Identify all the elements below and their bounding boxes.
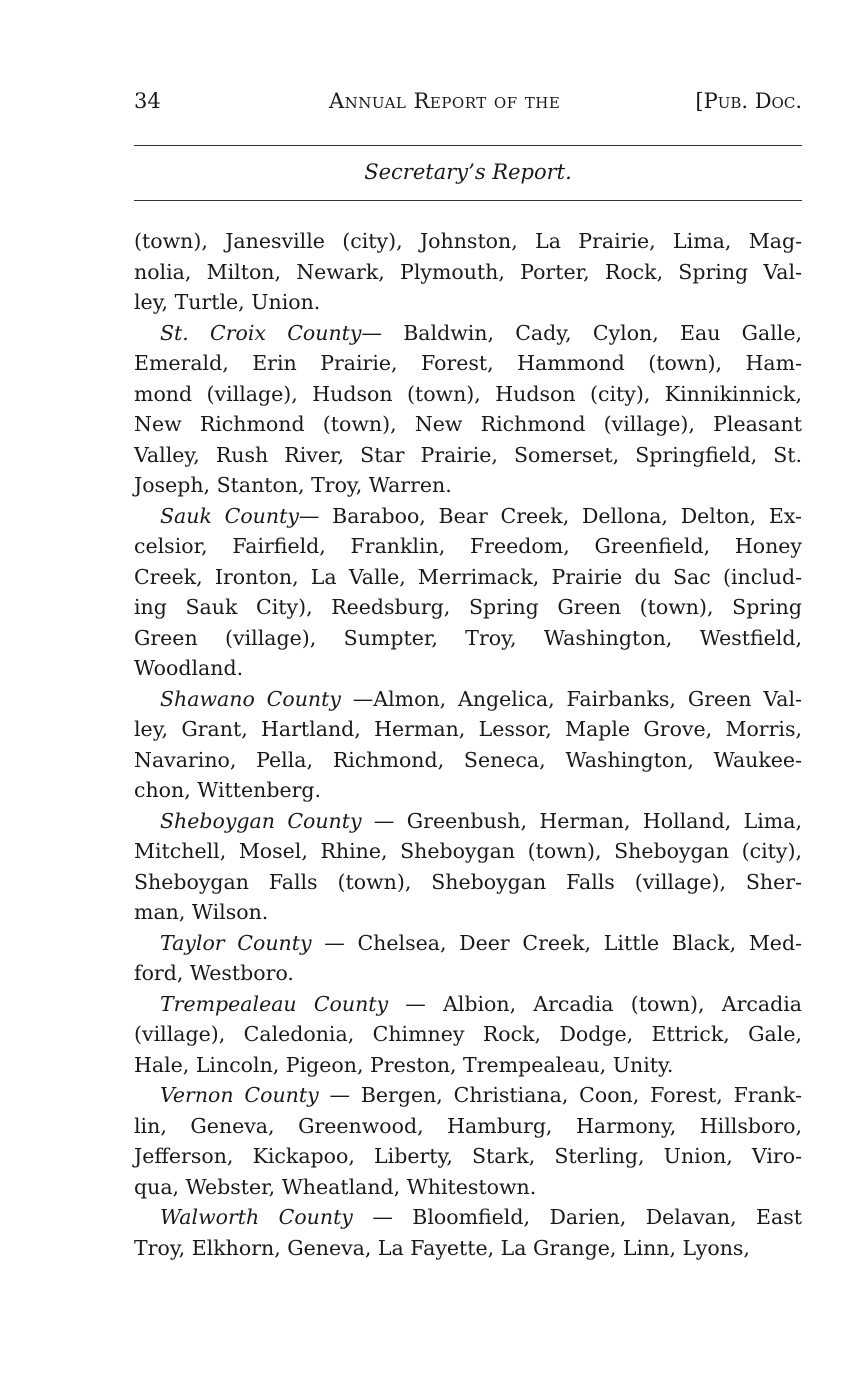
line-text: — Greenbush, Herman, Holland, Lima, (361, 808, 802, 833)
line-text: qua, Webster, Wheatland, Whitestown. (134, 1174, 537, 1199)
line-text: (town), Janesville (city), Johnston, La Prairie, Lima, Mag- (134, 229, 802, 253)
line-text: — Baraboo, Bear Creek, Dellona, Delton, Ex- (298, 503, 802, 528)
county-name: Sauk County (160, 503, 299, 528)
line-text: celsior, Fairfield, Franklin, Freedom, Greenfield, Honey (134, 534, 802, 558)
running-header (134, 86, 802, 116)
line-text: lin, Geneva, Greenwood, Hamburg, Harmony, Hillsboro, (134, 1113, 802, 1138)
county-name: Vernon County (160, 1083, 319, 1107)
county-paragraph (134, 226, 802, 318)
line-text: — Bergen, Christiana, Coon, Forest, Frank- (318, 1083, 803, 1107)
text-line (134, 318, 802, 349)
text-line (134, 958, 802, 989)
text-line (134, 379, 802, 410)
county-paragraph (134, 318, 802, 501)
text-line (134, 684, 802, 715)
county-paragraph (134, 1202, 802, 1263)
text-line (134, 348, 802, 379)
line-text: Mitchell, Mosel, Rhine, Sheboygan (town), Sheboygan (city), (134, 839, 802, 863)
text-line (134, 775, 802, 806)
line-text: — Bloomfield, Darien, Delavan, East (352, 1205, 802, 1229)
line-text: Navarino, Pella, Richmond, Seneca, Washington, Waukee- (134, 747, 802, 772)
text-line (134, 409, 802, 440)
text-line (134, 470, 802, 501)
text-line (134, 928, 802, 959)
body-text (134, 226, 802, 1263)
line-text: ford, Westboro. (134, 961, 294, 985)
text-line (134, 745, 802, 776)
text-line (134, 867, 802, 898)
line-text: ing Sauk City), Reedsburg, Spring Green (town), Spring (134, 595, 802, 619)
line-text: Troy, Elkhorn, Geneva, La Fayette, La Grange, Linn, Lyons, (134, 1235, 750, 1260)
county-name: Shawano County (160, 686, 341, 711)
county-name: Trempealeau County (160, 991, 389, 1016)
line-text: Emerald, Erin Prairie, Forest, Hammond (town), Ham- (134, 351, 802, 375)
line-text: man, Wilson. (134, 900, 269, 924)
county-paragraph (134, 989, 802, 1081)
line-text: ley, Grant, Hartland, Herman, Lessor, Maple Grove, Morris, (134, 717, 802, 741)
section-title: Secretary’s Report. (364, 160, 572, 184)
text-line (134, 1050, 802, 1081)
line-text: New Richmond (town), New Richmond (village), Pleasant (134, 412, 802, 436)
text-line (134, 562, 802, 593)
line-text: Valley, Rush River, Star Prairie, Somerset, Springfield, St. (134, 442, 802, 467)
text-line (134, 623, 802, 654)
text-line (134, 806, 802, 837)
text-line (134, 897, 802, 928)
county-name: Sheboygan County (160, 808, 362, 833)
line-text: Sheboygan Falls (town), Sheboygan Falls (village), Sher- (134, 869, 802, 894)
county-name: Walworth County (160, 1205, 353, 1229)
text-line (134, 531, 802, 562)
line-text: — Baldwin, Cady, Cylon, Eau Galle, (361, 320, 802, 345)
header-rule-bottom (134, 200, 802, 201)
text-line (134, 287, 802, 318)
line-text: chon, Wittenberg. (134, 778, 322, 802)
line-text: ley, Turtle, Union. (134, 290, 321, 314)
text-line (134, 257, 802, 288)
line-text: Creek, Ironton, La Valle, Merrimack, Prairie du Sac (includ- (134, 564, 802, 589)
text-line (134, 714, 802, 745)
header-rule-top (134, 145, 802, 146)
text-line (134, 501, 802, 532)
running-title: Annual Report of the (329, 89, 561, 113)
text-line (134, 1172, 802, 1203)
text-line (134, 1080, 802, 1111)
page-number: 34 (134, 89, 161, 113)
line-text: Woodland. (134, 656, 244, 680)
text-line (134, 440, 802, 471)
line-text: — Albion, Arcadia (town), Arcadia (388, 991, 802, 1016)
county-paragraph (134, 684, 802, 806)
text-line (134, 226, 802, 257)
text-line (134, 1111, 802, 1142)
county-paragraph (134, 1080, 802, 1202)
document-tag: [Pub. Doc. (695, 89, 802, 113)
county-paragraph (134, 806, 802, 928)
line-text: —Almon, Angelica, Fairbanks, Green Val- (340, 686, 802, 711)
text-line (134, 1019, 802, 1050)
text-line (134, 989, 802, 1020)
county-name: St. Croix County (160, 320, 362, 345)
line-text: Joseph, Stanton, Troy, Warren. (134, 473, 452, 497)
line-text: nolia, Milton, Newark, Plymouth, Porter, Rock, Spring Val- (134, 259, 802, 284)
line-text: Green (village), Sumpter, Troy, Washington, Westfield, (134, 625, 802, 650)
line-text: (village), Caledonia, Chimney Rock, Dodge, Ettrick, Gale, (134, 1022, 802, 1046)
text-line (134, 592, 802, 623)
line-text: mond (village), Hudson (town), Hudson (city), Kinnikinnick, (134, 381, 802, 406)
text-line (134, 653, 802, 684)
line-text: Jefferson, Kickapoo, Liberty, Stark, Sterling, Union, Viro- (134, 1144, 802, 1168)
county-name: Taylor County (160, 930, 312, 955)
text-line (134, 836, 802, 867)
county-paragraph (134, 928, 802, 989)
line-text: — Chelsea, Deer Creek, Little Black, Med- (311, 930, 802, 955)
text-line (134, 1202, 802, 1233)
line-text: Hale, Lincoln, Pigeon, Preston, Trempealeau, Unity. (134, 1052, 674, 1077)
text-line (134, 1233, 802, 1264)
text-line (134, 1141, 802, 1172)
county-paragraph (134, 501, 802, 684)
